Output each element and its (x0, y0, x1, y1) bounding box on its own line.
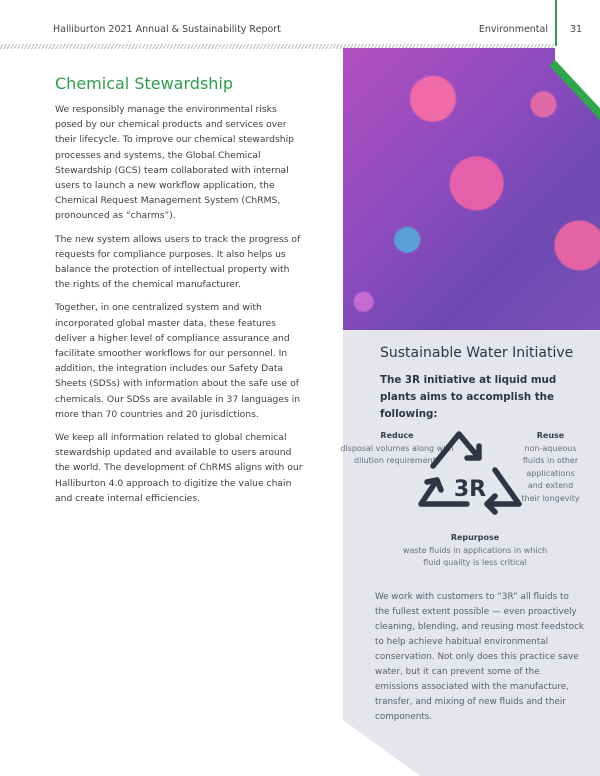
molecule-photo (343, 48, 600, 330)
body-text (55, 102, 305, 514)
panel-subtitle: The 3R initiative at liquid mud plants aims to accomplish the following: (380, 374, 557, 420)
reuse-title: Reuse (536, 431, 565, 440)
center-label: 3R (453, 477, 487, 502)
panel-title: Sustainable Water Initiative (380, 345, 574, 361)
repurpose-title: Repurpose (450, 533, 500, 542)
report-title: Halliburton 2021 Annual & Sustainability Report (53, 24, 281, 35)
reduce-title: Reduce (380, 431, 414, 440)
paragraph: We responsibly manage the environmental risks posed by our chemical products and services over their lifecycle. To improve our chemical stewardship processes and systems, the Global Chemical Stewardship (GCS) team collaborated with internal users to launch a new workflow application, the Chemical Request Management System (ChRMS, pronounced as “charms”). (55, 104, 294, 222)
paragraph: Together, in one centralized system and with incorporated global master data, these features deliver a higher level of compliance assurance and facilitate smoother workflows for our personnel. In addition, the integration includes our Safety Data Sheets (SDSs) with information about the safe use of chemicals. Our SDSs are available in 37 languages in more than 70 countries and 20 jurisdictions. (55, 302, 301, 420)
repurpose-text: waste fluids in applications in which fluid quality is less critical (402, 545, 548, 567)
reuse-text: non-aqueous fluids in other applications and extend their longevity (521, 443, 580, 503)
reduce-text: disposal volumes along with dilution requirements (340, 443, 454, 465)
closing-text: We work with customers to “3R” all fluids to the fullest extent possible — even proactively cleaning, blending, and reusing most feedstock to help achieve habitual environmental conservation. Not only does this practice save water, but it can prevent some of the emissions associated with the manufacture, transfer, and mixing of new fluids and their components. (375, 592, 585, 722)
recycle-triangle-icon (415, 428, 525, 528)
section-divider (555, 0, 557, 46)
paragraph: The new system allows users to track the progress of requests for compliance purposes. It also helps us balance the protection of intellectual property with the rights of the chemical manufacturer. (55, 233, 301, 291)
page-number: 31 (570, 24, 583, 35)
paragraph: We keep all information related to global chemical stewardship updated and available to users around the world. The development of ChRMS aligns with our Halliburton 4.0 approach to digitize the value chain and create internal efficiencies. (55, 432, 303, 504)
section-heading: Chemical Stewardship (55, 74, 234, 93)
reuse-label (518, 430, 583, 505)
section-name: Environmental (478, 24, 548, 35)
repurpose-label (395, 532, 555, 570)
